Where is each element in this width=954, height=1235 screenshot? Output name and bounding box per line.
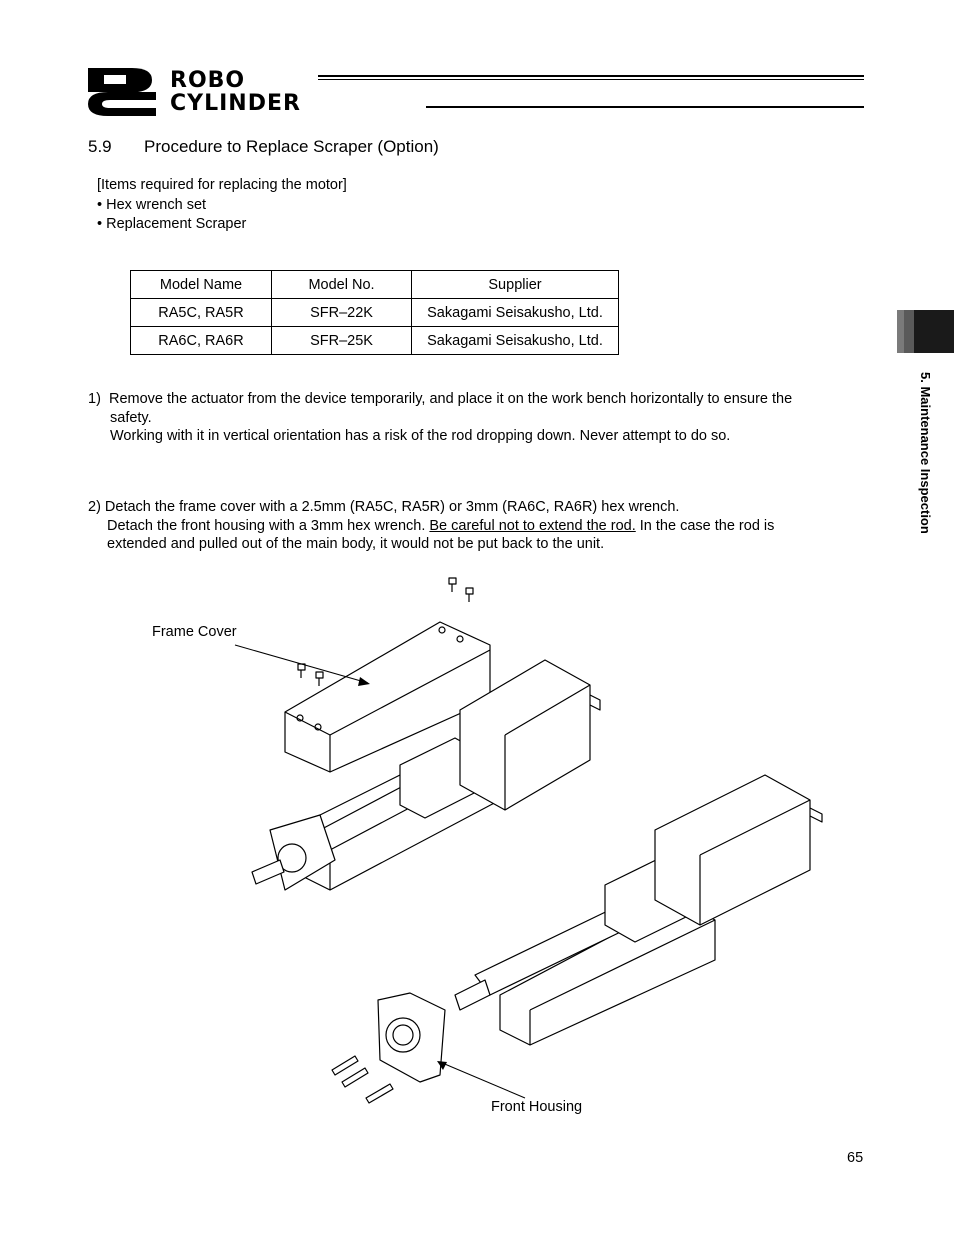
bullet: •: [97, 196, 107, 213]
table-cell: SFR–25K: [272, 327, 412, 355]
table-cell: Sakagami Seisakusho, Ltd.: [412, 299, 619, 327]
label-front-housing: Front Housing: [491, 1099, 583, 1115]
table-cell: Sakagami Seisakusho, Ltd.: [412, 327, 619, 355]
page-number: 65: [847, 1150, 864, 1166]
leader-line-front-housing: [440, 1062, 525, 1098]
step-2-line-2: Detach the front housing with a 3mm hex wrench. Be careful not to extend the rod. In the case the rod is: [107, 517, 775, 534]
chapter-label: 5. Maintenance Inspection: [918, 372, 933, 534]
list-item: • Hex wrench set: [97, 196, 207, 213]
section-number: 5.9: [88, 137, 112, 156]
logo-text-cylinder: CYLINDER: [170, 91, 301, 116]
caution-text: Be careful not to extend the rod.: [429, 517, 636, 534]
bullet: •: [97, 216, 107, 232]
table-header-cell: Model Name: [131, 271, 272, 299]
step-1-line-1: Remove the actuator from the device temporarily, and place it on the work bench horizontally to ensure the: [108, 391, 793, 407]
table-cell: RA5C, RA5R: [131, 299, 272, 327]
actuator-lower-drawing: [455, 775, 822, 1045]
step-1-line-2: safety.: [110, 409, 152, 426]
list-item: • Replacement Scraper: [97, 216, 247, 232]
step-2-line-1: 2) Detach the frame cover with a 2.5mm (RA5C, RA5R) or 3mm (RA6C, RA6R) hex wrench.: [88, 499, 680, 515]
step-2-line-3: extended and pulled out of the main body, it would not be put back to the unit.: [107, 536, 605, 552]
front-housing-drawing: [378, 993, 445, 1082]
logo-text-robo: ROBO: [170, 68, 246, 93]
step-marker: 1): [88, 391, 101, 407]
table-cell: SFR–22K: [272, 299, 412, 327]
section-title: Procedure to Replace Scraper (Option): [144, 137, 439, 156]
bolt-icon: [332, 1056, 393, 1103]
table-header-cell: Model No.: [272, 271, 412, 299]
chapter-tab: [897, 310, 954, 353]
table-cell: RA6C, RA6R: [131, 327, 272, 355]
label-frame-cover: Frame Cover: [152, 624, 237, 640]
step-1-line-3: Working with it in vertical orientation has a risk of the rod dropping down. Never attempt to do so.: [110, 428, 731, 444]
items-heading: [Items required for replacing the motor]: [97, 177, 347, 193]
table-header-cell: Supplier: [412, 271, 619, 299]
